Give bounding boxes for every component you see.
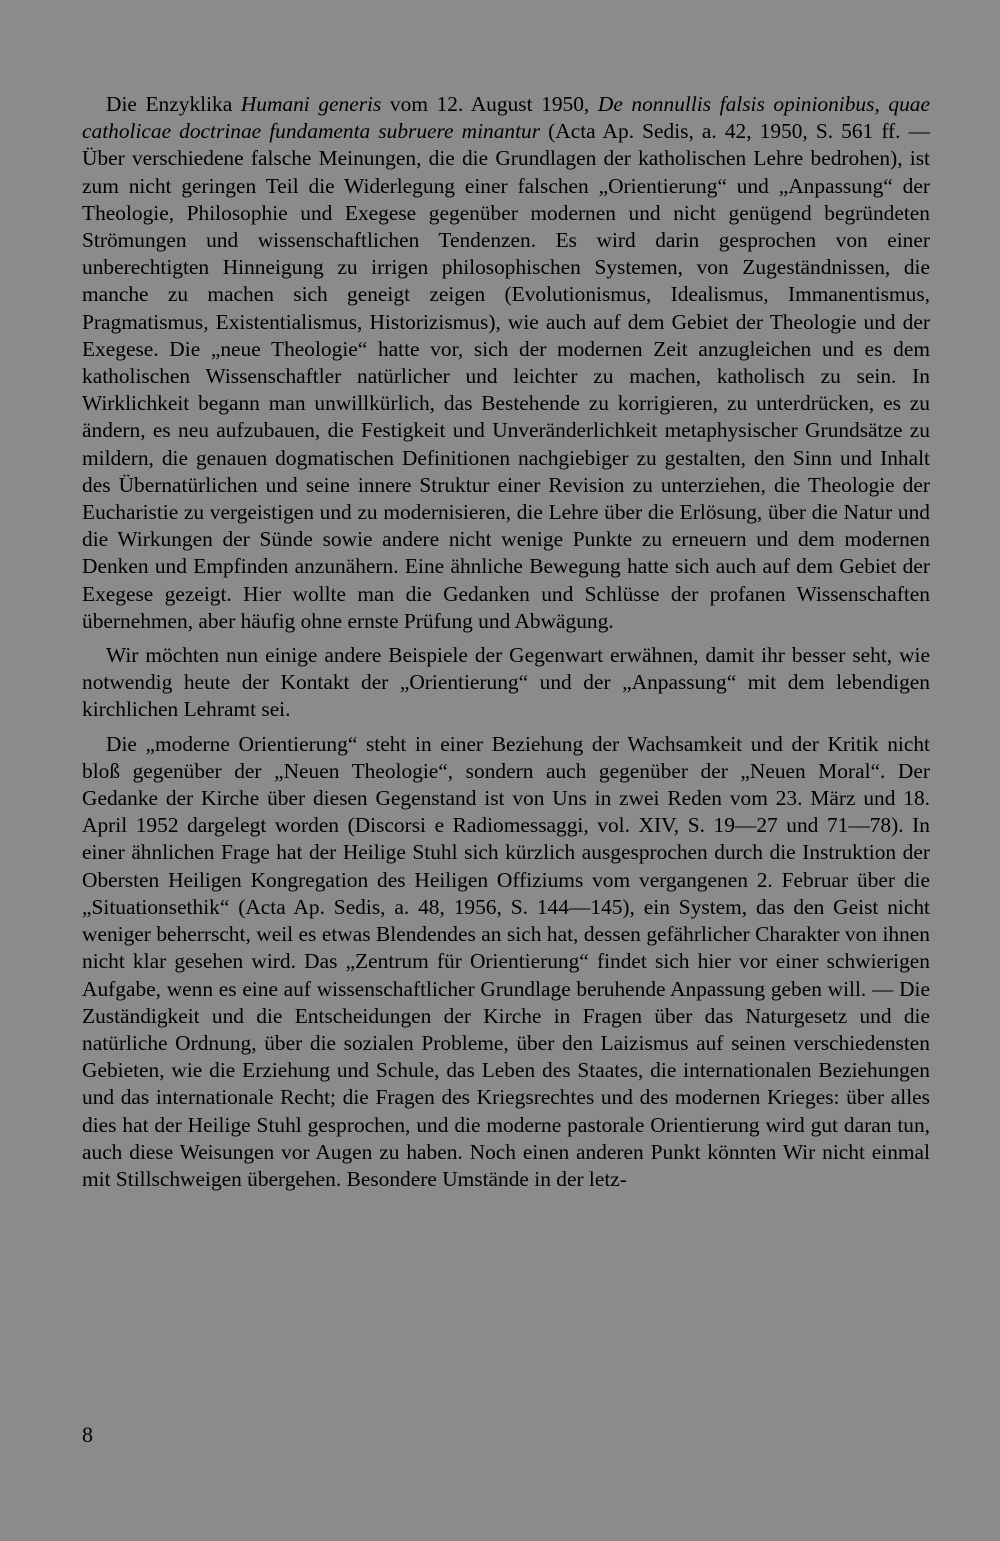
page-number: 8 xyxy=(82,1422,93,1447)
paragraph-3 xyxy=(82,731,930,1193)
paragraph-1-run-5: (Acta Ap. Sedis, a. 42, 1950, S. 561 ff. — Über verschiedene falsche Meinungen, die die Grundlagen der katholischen Lehre bedrohen), ist zum nicht geringen Teil die Widerlegung einer falschen „Orientierung“ und „Anpassung“ der Theologie, Philosophie und Exegese gegenüber modernen und nicht genügend begründeten Strömungen und wissenschaftlichen Tendenzen. Es wird darin gesprochen von einer unberechtigten Hinneigung zu irrigen philosophischen Systemen, von Zugeständnissen, die manche zu machen sich geneigt zeigen (Evolutionismus, Idealismus, Immanentismus, Pragmatismus, Existentialismus, Historizismus), wie auch auf dem Gebiet der Theologie und der Exegese. Die „neue Theologie“ hatte vor, sich der modernen Zeit anzugleichen und es dem katholischen Wissenschaftler natürlicher und leichter zu machen, katholisch zu sein. In Wirklichkeit begann man unwillkürlich, das Bestehende zu korrigieren, zu unterdrücken, es zu ändern, es neu aufzubauen, die Festigkeit und Unveränderlichkeit metaphysischer Grundsätze zu mildern, die genauen dogmatischen Definitionen nachgiebiger zu gestalten, den Sinn und Inhalt des Übernatürlichen und seine innere Struktur einer Revision zu unterziehen, die Theologie der Eucharistie zu vergeistigen und zu modernisieren, die Lehre über die Erlösung, über die Natur und die Wirkungen der Sünde sowie andere nicht wenige Punkte zu erneuern und dem modernen Denken und Empfinden anzunähern. Eine ähnliche Bewegung hatte sich auch auf dem Gebiet der Exegese gezeigt. Hier wollte man die Gedanken und Schlüsse der profanen Wissenschaften übernehmen, aber häufig ohne ernste Prüfung und Abwägung. xyxy=(82,119,930,633)
paragraph-1-run-3: vom 12. August 1950, xyxy=(381,92,598,116)
paragraph-1 xyxy=(82,91,930,635)
paragraph-3-run-1: Die „moderne Orientierung“ steht in einer Beziehung der Wachsamkeit und der Kritik nicht bloß gegenüber der „Neuen Theologie“, sondern auch gegenüber der „Neuen Moral“. Der Gedanke der Kirche über diesen Gegenstand ist von Uns in zwei Reden vom 23. März und 18. April 1952 dargelegt worden (Discorsi e Radiomessaggi, vol. XIV, S. 19—27 und 71—78). In einer ähnlichen Frage hat der Heilige Stuhl sich kürzlich ausgesprochen durch die Instruktion der Obersten Heiligen Kongregation des Heiligen Offiziums vom vergangenen 2. Februar über die „Situationsethik“ (Acta Ap. Sedis, a. 48, 1956, S. 144—145), ein System, das den Geist nicht weniger beherrscht, weil es etwas Blendendes an sich hat, dessen gefährlicher Charakter von ihnen nicht klar gesehen wird. Das „Zentrum für Orientierung“ findet sich hier vor einer schwierigen Aufgabe, wenn es eine auf wissenschaftlicher Grundlage beruhende Anpassung geben will. — Die Zuständigkeit und die Entscheidungen der Kirche in Fragen über das Naturgesetz und die natürliche Ordnung, über die sozialen Probleme, über den Laizismus auf seinen verschiedensten Gebieten, wie die Erziehung und Schule, das Leben des Staates, die internationalen Beziehungen und das internationale Recht; die Fragen des Kriegsrechtes und des modernen Krieges: über alles dies hat der Heilige Stuhl gesprochen, und die moderne pastorale Orientierung wird gut daran tun, auch diese Weisungen vor Augen zu haben. Noch einen anderen Punkt könnten Wir nicht einmal mit Stillschweigen übergehen. Besondere Umstände in der letz- xyxy=(82,731,930,1191)
paragraph-1-run-1: Die Enzyklika xyxy=(106,92,241,116)
paragraph-2-run-1: Wir möchten nun einige andere Beispiele der Gegenwart erwähnen, damit ihr besser seht, wie notwendig heute der Kontakt der „Orientierung“ und der „Anpassung“ mit dem lebendigen kirchlichen Lehramt sei. xyxy=(82,643,930,722)
paragraph-1-run-4-italic: De nonnullis falsis opinionibus, quae catholicae doctrinae fundamenta subruere minantur xyxy=(82,92,930,144)
paragraph-2 xyxy=(82,642,930,724)
page-body xyxy=(82,91,930,1200)
paragraph-1-run-2-italic: Humani generis xyxy=(240,92,382,116)
